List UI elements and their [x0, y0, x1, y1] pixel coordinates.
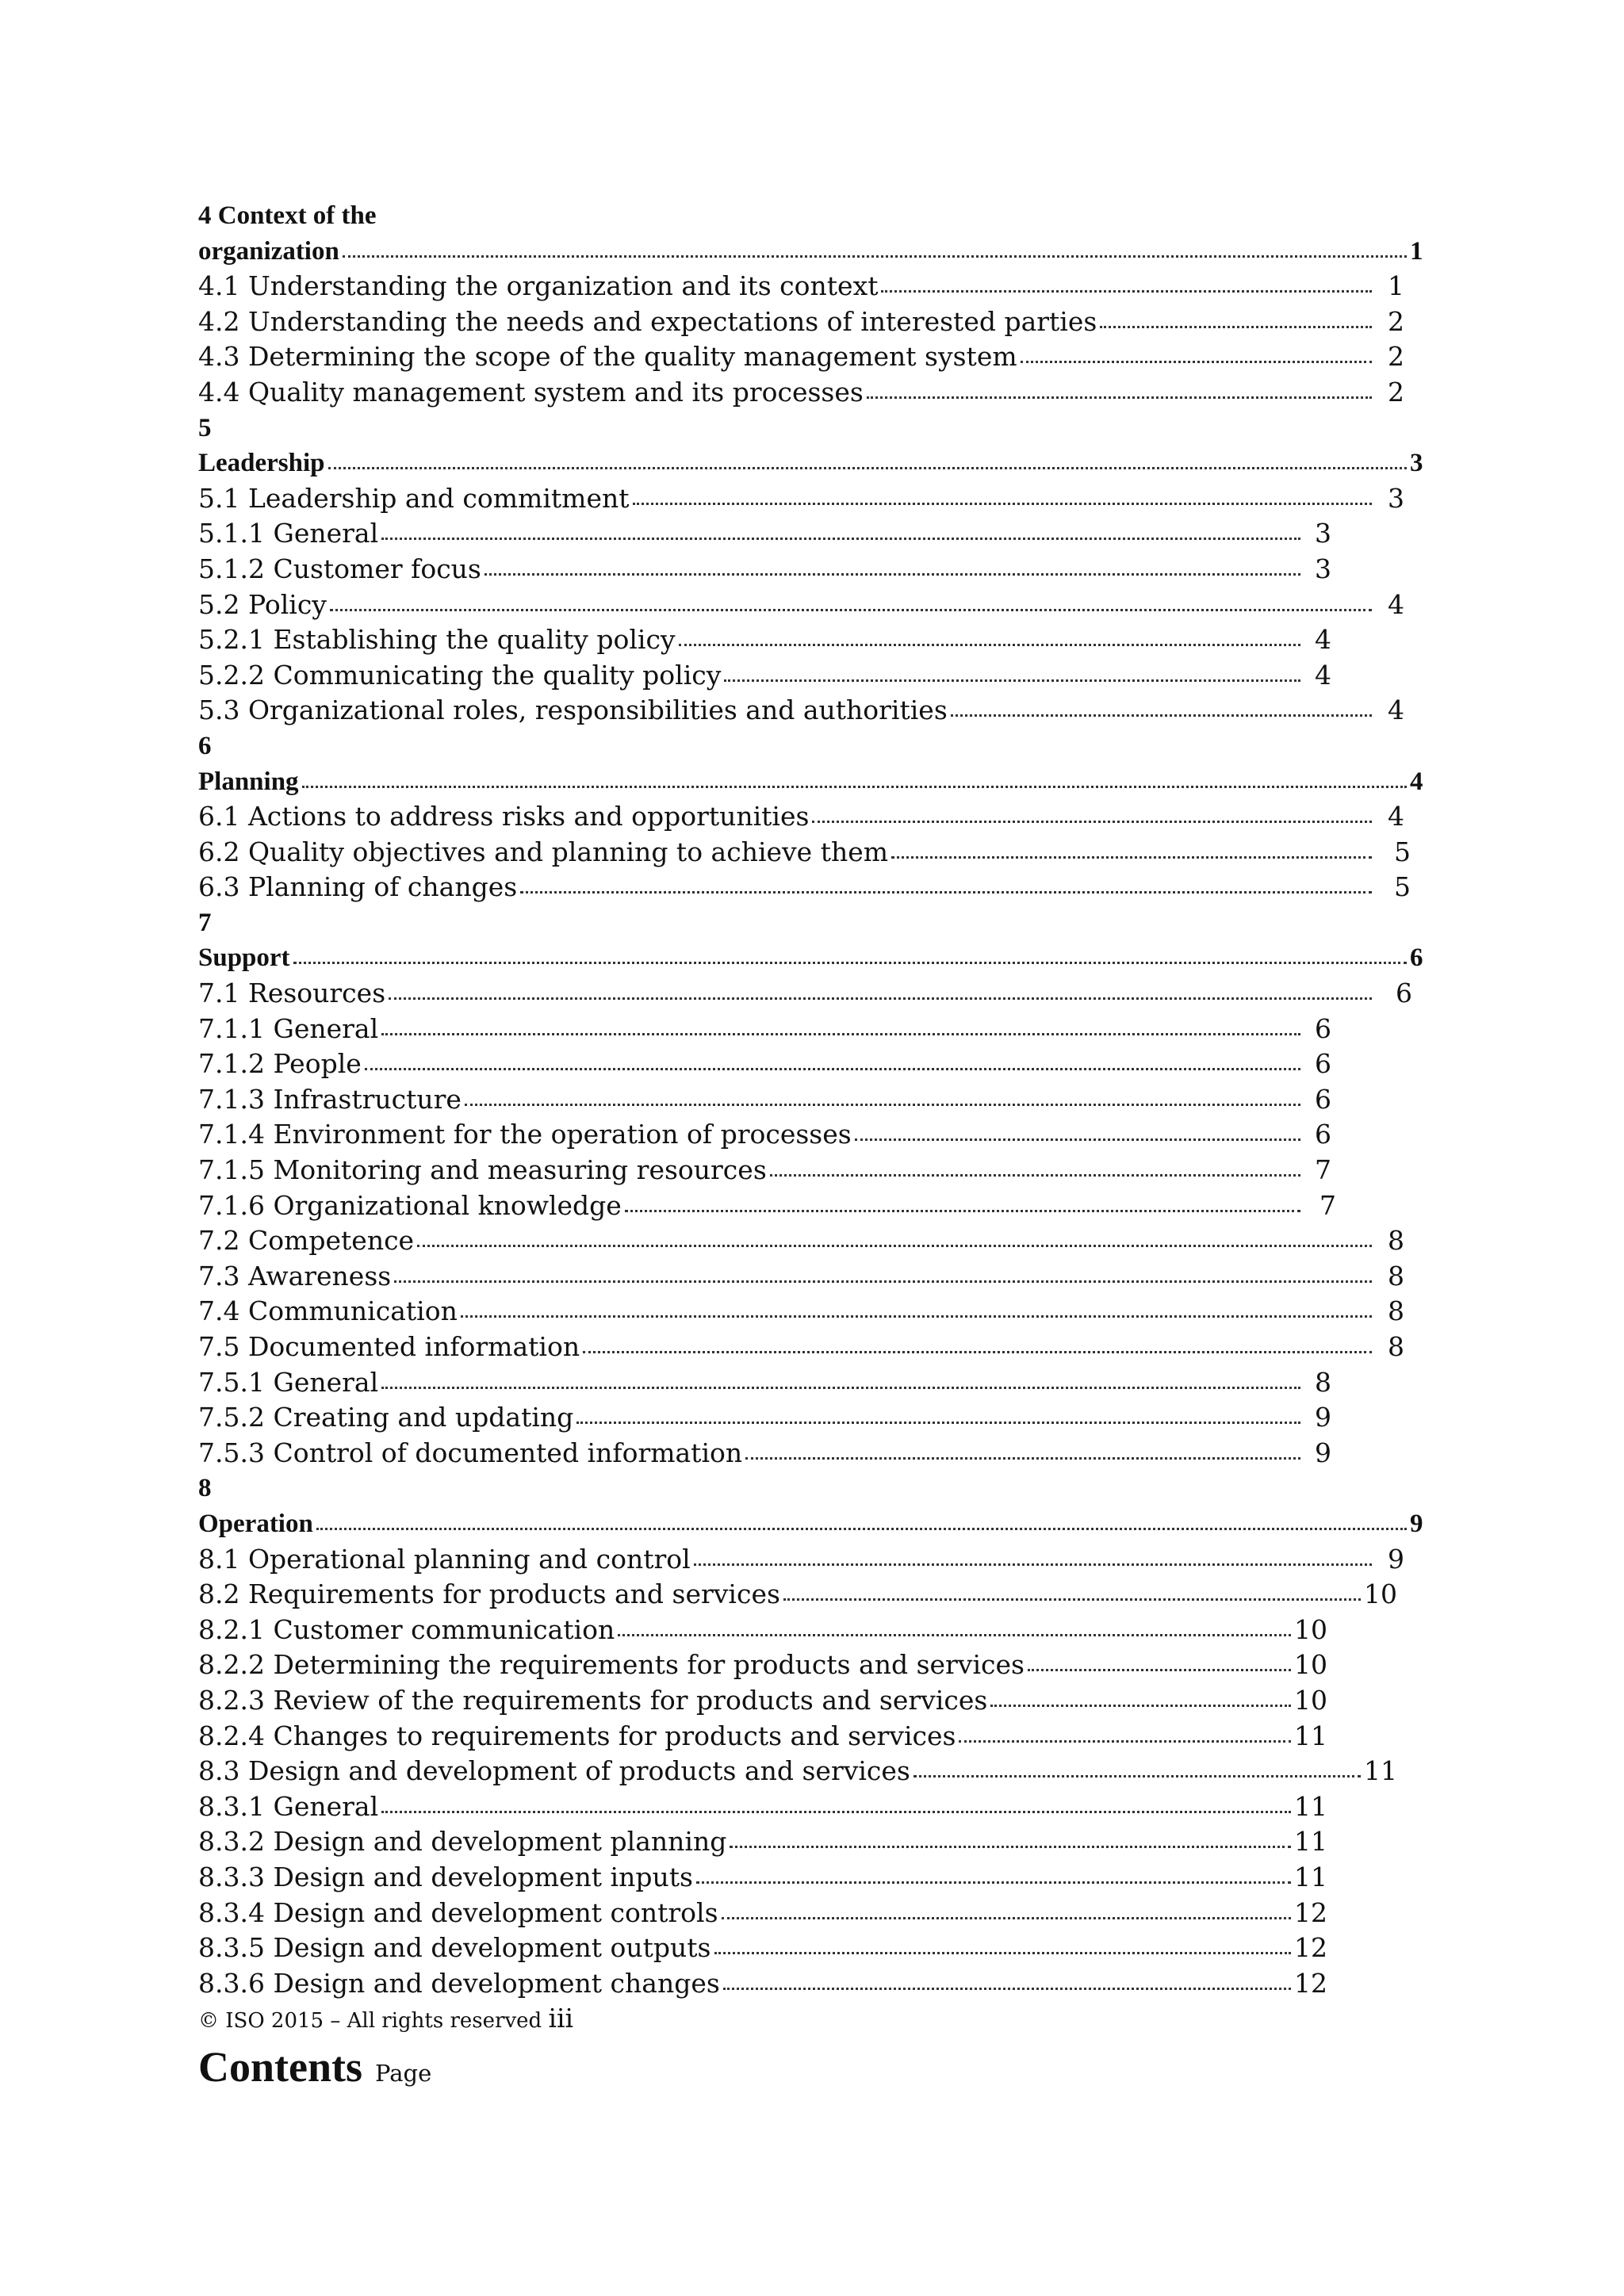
- toc-entry[interactable]: [198, 1294, 1435, 1330]
- toc-entry[interactable]: [198, 1542, 1435, 1578]
- toc-entry[interactable]: [198, 1860, 1435, 1896]
- toc-leader-dots: [583, 1351, 1372, 1353]
- toc-entry-page: 11: [1294, 1719, 1327, 1754]
- toc-entry-page: 8: [1388, 1223, 1404, 1258]
- toc-entry-title: 7.5 Documented information: [198, 1330, 581, 1364]
- toc-entry[interactable]: [198, 1613, 1435, 1648]
- toc-entry-title: 8.2.2 Determining the requirements for products and services: [198, 1647, 1026, 1682]
- toc-entry-page: 10: [1364, 1577, 1397, 1612]
- toc-entry-title: 5.2.1 Establishing the quality policy: [198, 622, 677, 657]
- toc-entry[interactable]: [198, 1896, 1435, 1931]
- toc-entry-title: 5.1.1 General: [198, 516, 380, 551]
- toc-entry-title: 7.3 Awareness: [198, 1259, 393, 1294]
- toc-leader-dots: [485, 573, 1300, 576]
- toc-entry-title: Operation: [198, 1506, 315, 1541]
- toc-entry-page: 4: [1388, 587, 1404, 622]
- toc-entry-page: 11: [1294, 1789, 1327, 1824]
- toc-entry-page: 9: [1315, 1400, 1331, 1435]
- toc-entry-title: 8.3.1 General: [198, 1789, 380, 1824]
- table-of-contents: [198, 198, 1435, 2001]
- toc-entry[interactable]: [198, 764, 1435, 800]
- toc-entry-page: 5: [1394, 835, 1411, 870]
- toc-leader-dots: [914, 1775, 1361, 1777]
- toc-entry-page: 4: [1410, 764, 1423, 799]
- toc-entry[interactable]: [198, 1259, 1435, 1295]
- toc-entry[interactable]: [198, 375, 1435, 411]
- toc-entry-page: 9: [1388, 1542, 1404, 1577]
- toc-leader-dots: [724, 679, 1300, 682]
- toc-entry-title: 8.2.3 Review of the requirements for products and services: [198, 1683, 989, 1718]
- toc-entry-title: 6.2 Quality objectives and planning to achieve them: [198, 835, 890, 870]
- toc-leader-dots: [381, 1387, 1300, 1389]
- toc-entry-page: 1: [1410, 234, 1423, 269]
- toc-leader-dots: [1021, 361, 1372, 363]
- toc-entry[interactable]: [198, 1471, 1435, 1506]
- toc-entry[interactable]: [198, 304, 1435, 340]
- toc-entry-title: 7.2 Competence: [198, 1223, 416, 1258]
- page-number: iii: [548, 2003, 574, 2034]
- toc-entry[interactable]: [198, 976, 1435, 1012]
- toc-leader-dots: [302, 786, 1407, 788]
- toc-entry-title: 5.1 Leadership and commitment: [198, 481, 631, 516]
- toc-entry-title: organization: [198, 234, 341, 269]
- toc-entry-title: 8: [198, 1471, 213, 1506]
- toc-entry[interactable]: [198, 1789, 1435, 1825]
- toc-entry-page: 7: [1315, 1153, 1331, 1188]
- toc-entry-title: 6.3 Planning of changes: [198, 870, 519, 905]
- toc-leader-dots: [328, 467, 1407, 469]
- toc-entry-page: 4: [1388, 799, 1404, 834]
- toc-entry-title: 4.1 Understanding the organization and its context: [198, 269, 879, 304]
- copyright-notice: © ISO 2015 – All rights reserved: [198, 2009, 542, 2034]
- toc-entry-page: 11: [1294, 1824, 1327, 1859]
- toc-entry[interactable]: [198, 1683, 1435, 1719]
- toc-leader-dots: [959, 1740, 1291, 1743]
- toc-entry-title: 7.1.2 People: [198, 1047, 363, 1081]
- toc-entry-title: 7.1.3 Infrastructure: [198, 1082, 463, 1117]
- toc-entry-title: 7: [198, 905, 213, 940]
- toc-entry-title: 7.5.3 Control of documented information: [198, 1436, 744, 1471]
- toc-entry[interactable]: [198, 1436, 1435, 1471]
- toc-entry-page: 10: [1294, 1683, 1327, 1718]
- toc-entry[interactable]: [198, 1824, 1435, 1860]
- toc-entry-page: 2: [1388, 375, 1404, 410]
- toc-leader-dots: [679, 644, 1300, 646]
- toc-entry[interactable]: [198, 1188, 1435, 1224]
- toc-entry[interactable]: [198, 1647, 1435, 1683]
- toc-entry-title: 8.2.4 Changes to requirements for products and services: [198, 1719, 957, 1754]
- toc-entry-page: 3: [1388, 481, 1404, 516]
- toc-entry[interactable]: [198, 1082, 1435, 1118]
- toc-leader-dots: [694, 1563, 1372, 1566]
- toc-entry-title: 8.3.2 Design and development planning: [198, 1824, 728, 1859]
- toc-entry[interactable]: [198, 339, 1435, 375]
- toc-entry-page: 4: [1315, 622, 1331, 657]
- toc-leader-dots: [389, 997, 1372, 1000]
- contents-title: Contents: [198, 2043, 363, 2091]
- toc-entry[interactable]: [198, 1719, 1435, 1755]
- document-page: [198, 198, 1435, 2095]
- toc-entry-page: 2: [1388, 339, 1404, 374]
- toc-entry[interactable]: [198, 1047, 1435, 1082]
- toc-leader-dots: [293, 962, 1407, 964]
- toc-entry-title: 5.1.2 Customer focus: [198, 552, 483, 587]
- toc-entry-title: 7.1.1 General: [198, 1012, 380, 1047]
- toc-leader-dots: [696, 1881, 1291, 1884]
- toc-entry-title: Leadership: [198, 446, 327, 480]
- toc-entry-page: 6: [1315, 1117, 1331, 1152]
- toc-leader-dots: [867, 396, 1372, 399]
- toc-leader-dots: [812, 821, 1372, 823]
- toc-entry-page: 12: [1294, 1931, 1327, 1965]
- toc-entry[interactable]: [198, 622, 1435, 658]
- toc-entry[interactable]: [198, 411, 1435, 446]
- toc-leader-dots: [990, 1705, 1291, 1707]
- toc-leader-dots: [891, 856, 1372, 859]
- toc-entry[interactable]: [198, 269, 1435, 304]
- toc-entry-title: 8.3.6 Design and development changes: [198, 1966, 722, 2001]
- toc-leader-dots: [394, 1280, 1372, 1283]
- toc-leader-dots: [714, 1952, 1291, 1954]
- toc-entry-title: 8.3.5 Design and development outputs: [198, 1931, 713, 1965]
- toc-leader-dots: [381, 1033, 1300, 1035]
- toc-entry-page: 8: [1388, 1259, 1404, 1294]
- toc-entry-page: 10: [1294, 1647, 1327, 1682]
- toc-entry-title: 8.2 Requirements for products and services: [198, 1577, 782, 1612]
- toc-entry-page: 8: [1388, 1294, 1404, 1329]
- toc-entry[interactable]: [198, 1117, 1435, 1153]
- toc-entry-page: 9: [1315, 1436, 1331, 1471]
- toc-entry[interactable]: [198, 1966, 1435, 2002]
- toc-leader-dots: [745, 1457, 1300, 1460]
- toc-entry-page: 6: [1410, 940, 1423, 975]
- toc-entry-title: 8.2.1 Customer communication: [198, 1613, 616, 1647]
- toc-entry-page: 11: [1364, 1754, 1397, 1789]
- toc-entry-page: 10: [1294, 1613, 1327, 1647]
- toc-entry[interactable]: [198, 835, 1435, 871]
- toc-entry-title: 5.2.2 Communicating the quality policy: [198, 658, 722, 693]
- toc-entry[interactable]: [198, 481, 1435, 517]
- toc-entry[interactable]: [198, 729, 1435, 764]
- toc-entry[interactable]: [198, 799, 1435, 835]
- toc-leader-dots: [881, 290, 1372, 293]
- toc-leader-dots: [330, 609, 1372, 611]
- toc-entry-title: 7.1.6 Organizational knowledge: [198, 1188, 623, 1223]
- toc-entry-title: 6: [198, 729, 213, 763]
- toc-entry-page: 1: [1388, 269, 1404, 304]
- toc-entry-page: 6: [1315, 1012, 1331, 1047]
- toc-entry-title: 4.2 Understanding the needs and expectations of interested parties: [198, 304, 1098, 339]
- toc-entry-title: 7.5.1 General: [198, 1365, 380, 1400]
- toc-entry-page: 8: [1315, 1365, 1331, 1400]
- toc-leader-dots: [316, 1528, 1407, 1530]
- toc-entry[interactable]: [198, 1223, 1435, 1259]
- toc-leader-dots: [417, 1245, 1372, 1247]
- toc-entry[interactable]: [198, 552, 1435, 587]
- toc-entry-page: 6: [1315, 1047, 1331, 1081]
- toc-leader-dots: [576, 1422, 1300, 1424]
- page-column-label: Page: [375, 2060, 432, 2087]
- toc-entry-title: 8.3.3 Design and development inputs: [198, 1860, 695, 1895]
- toc-leader-dots: [520, 891, 1372, 894]
- toc-leader-dots: [855, 1138, 1300, 1141]
- toc-leader-dots: [1028, 1669, 1291, 1671]
- toc-entry-title: 7.1 Resources: [198, 976, 387, 1011]
- toc-entry-page: 2: [1388, 304, 1404, 339]
- toc-entry[interactable]: [198, 587, 1435, 623]
- toc-entry-title: Planning: [198, 764, 301, 799]
- toc-entry-title: 7.1.4 Environment for the operation of processes: [198, 1117, 853, 1152]
- toc-entry-title: 6.1 Actions to address risks and opportunities: [198, 799, 810, 834]
- toc-entry-title: 7.1.5 Monitoring and measuring resources: [198, 1153, 768, 1188]
- toc-leader-dots: [951, 714, 1372, 717]
- toc-leader-dots: [625, 1210, 1300, 1212]
- toc-entry-title: 5.3 Organizational roles, responsibilities and authorities: [198, 693, 949, 728]
- toc-leader-dots: [770, 1174, 1300, 1177]
- toc-entry[interactable]: [198, 1153, 1435, 1188]
- toc-entry[interactable]: [198, 446, 1435, 481]
- toc-entry[interactable]: [198, 1931, 1435, 1966]
- toc-entry[interactable]: [198, 940, 1435, 976]
- toc-entry-title: 7.5.2 Creating and updating: [198, 1400, 575, 1435]
- toc-entry-title: 8.1 Operational planning and control: [198, 1542, 692, 1577]
- toc-entry[interactable]: [198, 1754, 1435, 1789]
- toc-entry-page: 6: [1396, 976, 1412, 1011]
- page-footer: [198, 2001, 1435, 2036]
- toc-entry-title: 8.3 Design and development of products and services: [198, 1754, 912, 1789]
- toc-entry-page: 12: [1294, 1966, 1327, 2001]
- toc-entry-title: 4.4 Quality management system and its processes: [198, 375, 865, 410]
- toc-entry[interactable]: [198, 1330, 1435, 1365]
- toc-leader-dots: [381, 538, 1300, 540]
- toc-entry-page: 12: [1294, 1896, 1327, 1931]
- toc-entry-title: 4 Context of the: [198, 198, 378, 233]
- toc-entry-title: 4.3 Determining the scope of the quality management system: [198, 339, 1019, 374]
- toc-entry[interactable]: [198, 198, 1435, 234]
- toc-entry-page: 3: [1315, 552, 1331, 587]
- toc-entry-page: 3: [1315, 516, 1331, 551]
- toc-leader-dots: [723, 1988, 1291, 1990]
- toc-leader-dots: [1100, 326, 1372, 328]
- toc-leader-dots: [722, 1917, 1291, 1919]
- toc-leader-dots: [343, 255, 1407, 258]
- toc-entry[interactable]: [198, 693, 1435, 729]
- toc-leader-dots: [783, 1598, 1361, 1601]
- toc-leader-dots: [633, 503, 1372, 505]
- toc-entry-page: 7: [1320, 1188, 1336, 1223]
- toc-entry[interactable]: [198, 234, 1435, 270]
- contents-heading: [198, 2039, 1435, 2095]
- toc-entry-page: 11: [1294, 1860, 1327, 1895]
- toc-entry-page: 8: [1388, 1330, 1404, 1364]
- toc-entry-page: 3: [1410, 446, 1423, 480]
- toc-entry-page: 9: [1410, 1506, 1423, 1541]
- toc-entry-page: 5: [1394, 870, 1411, 905]
- toc-leader-dots: [365, 1068, 1300, 1070]
- toc-entry-page: 6: [1315, 1082, 1331, 1117]
- toc-entry-title: 7.4 Communication: [198, 1294, 459, 1329]
- toc-entry[interactable]: [198, 1400, 1435, 1436]
- toc-leader-dots: [381, 1811, 1291, 1813]
- toc-entry[interactable]: [198, 1365, 1435, 1401]
- toc-entry-title: Support: [198, 940, 292, 975]
- toc-entry-title: 8.3.4 Design and development controls: [198, 1896, 720, 1931]
- toc-entry[interactable]: [198, 658, 1435, 694]
- toc-entry-page: 4: [1315, 658, 1331, 693]
- toc-leader-dots: [618, 1634, 1291, 1636]
- toc-entry[interactable]: [198, 1012, 1435, 1047]
- toc-entry[interactable]: [198, 1506, 1435, 1542]
- toc-entry[interactable]: [198, 1577, 1435, 1613]
- toc-leader-dots: [465, 1104, 1300, 1106]
- toc-entry-title: 5: [198, 411, 213, 446]
- toc-entry-title: 5.2 Policy: [198, 587, 328, 622]
- toc-entry[interactable]: [198, 870, 1435, 905]
- toc-leader-dots: [730, 1846, 1291, 1848]
- toc-entry-page: 4: [1388, 693, 1404, 728]
- toc-leader-dots: [461, 1315, 1372, 1318]
- toc-entry[interactable]: [198, 516, 1435, 552]
- toc-entry[interactable]: [198, 905, 1435, 941]
